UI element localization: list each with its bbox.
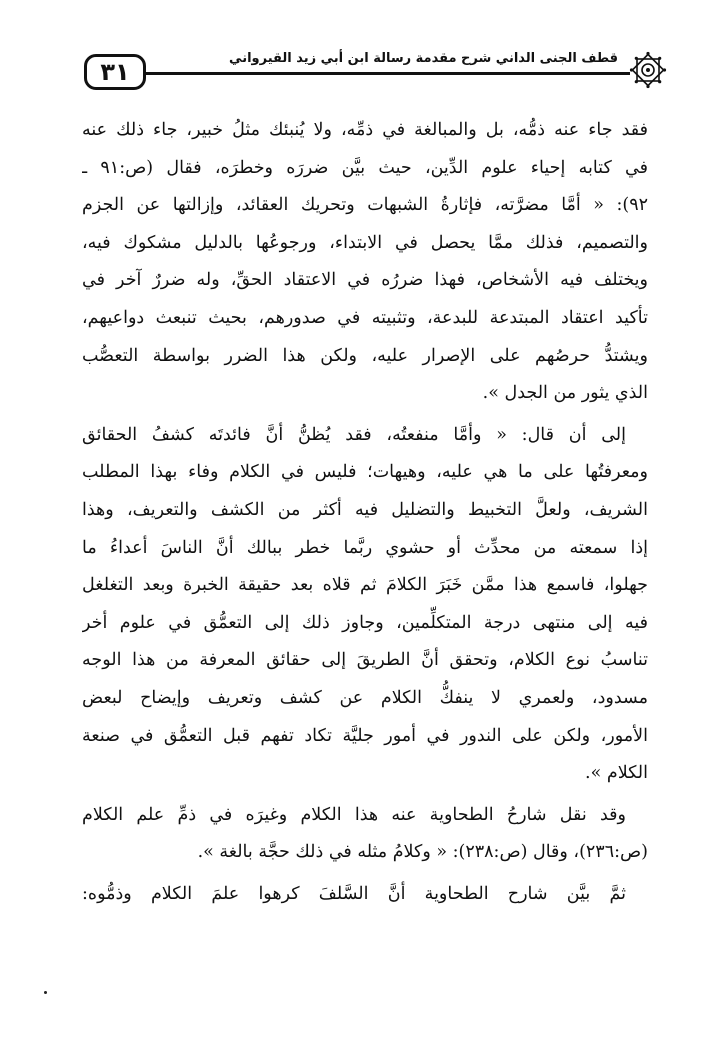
text-line: الكلام ».	[585, 763, 648, 784]
running-header	[84, 48, 668, 92]
text-line: إلى أن قال: « وأمَّا منفعتُه، فقد يُظنُّ أنَّ فائدتَه كشفُ الحقائق	[82, 424, 626, 445]
eight-point-star-ornament-icon	[628, 50, 668, 90]
text-line: إذا سمعته من محدِّث أو حشوي ربَّما خطر ببالك أنَّ الناسَ أعداءُ ما	[82, 537, 648, 558]
page-number: ٣١	[84, 54, 146, 90]
paragraph	[82, 876, 648, 914]
text-line: ويختلف فيه الأشخاص، فهذا ضررُه في الاعتقاد الحقِّ، وله ضررٌ آخر في	[82, 270, 648, 291]
text-line: فيه إلى منتهى درجة المتكلِّمين، وجاوز ذلك إلى التعمُّق في علوم أخر	[82, 612, 648, 633]
text-line: وقد نقل شارحُ الطحاوية عنه هذا الكلام وغيرَه في ذمِّ علم الكلام	[82, 804, 626, 825]
text-line: تأكيد اعتقاد المبتدعة للبدعة، وتثبيته في صدورهم، بحيث تنبعث دواعيهم،	[82, 307, 648, 328]
text-line: ثمَّ بيَّن شارح الطحاوية أنَّ السَّلفَ كرهوا علمَ الكلام وذمُّوه:	[82, 883, 626, 904]
text-line: ويشتدُّ حرصُهم على الإصرار عليه، ولكن هذا الضرر بواسطة التعصُّب	[82, 345, 648, 366]
text-line: الذي يثور من الجدل ».	[482, 383, 648, 404]
text-line: فقد جاء عنه ذمُّه، بل والمبالغة في ذمِّه، ولا يُنبئك مثلُ خبير، جاء ذلك عنه	[82, 120, 648, 140]
text-line: الشريف، ولعلَّ التخبيط والتضليل فيه أكثر من الكشف والتعريف، وهذا	[82, 499, 648, 520]
text-line: ٩٢): « أمَّا مضرَّته، فإثارةُ الشبهات وتحريك العقائد، وإزالتها عن الجزم	[82, 195, 648, 216]
text-line: تناسبُ نوع الكلام، وتحقق أنَّ الطريقَ إلى حقائق المعرفة من هذا الوجه	[82, 650, 648, 671]
text-line: الأمور، ولكن على الندور في أمور جليَّة تكاد تفهم قبل التعمُّق في صنعة	[82, 725, 648, 746]
text-line: (ص:٢٣٦)، وقال (ص:٢٣٨): « وكلامُ مثله في ذلك حجَّة بالغة ».	[197, 842, 648, 863]
margin-mark	[44, 991, 47, 994]
paragraph	[82, 112, 648, 413]
header-rule	[146, 72, 630, 75]
page-body	[82, 112, 648, 1032]
paragraph	[82, 797, 648, 872]
text-line: ومعرفتُها على ما هي عليه، وهيهات؛ فليس في الكلام وفاء بهذا المطلب	[82, 462, 648, 483]
text-line: في كتابه إحياء علوم الدِّين، حيث بيَّن ضررَه وخطرَه، فقال (ص:٩١ ـ	[82, 157, 648, 178]
running-title: قطف الجنى الداني شرح مقدمة رسالة ابن أبي زيد القيرواني	[223, 51, 624, 66]
text-line: مسدود، ولعمري لا ينفكُّ الكلام عن كشف وتعريف وإيضاح لبعض	[82, 687, 648, 708]
text-line: جهلوا، فاسمع هذا ممَّن خَبَرَ الكلامَ ثم قلاه بعد حقيقة الخبرة وبعد التغلغل	[82, 575, 648, 596]
text-line: والتصميم، فذلك ممَّا يحصل في الابتداء، ورجوعُها بالدليل مشكوك فيه،	[82, 232, 648, 253]
paragraph	[82, 417, 648, 793]
